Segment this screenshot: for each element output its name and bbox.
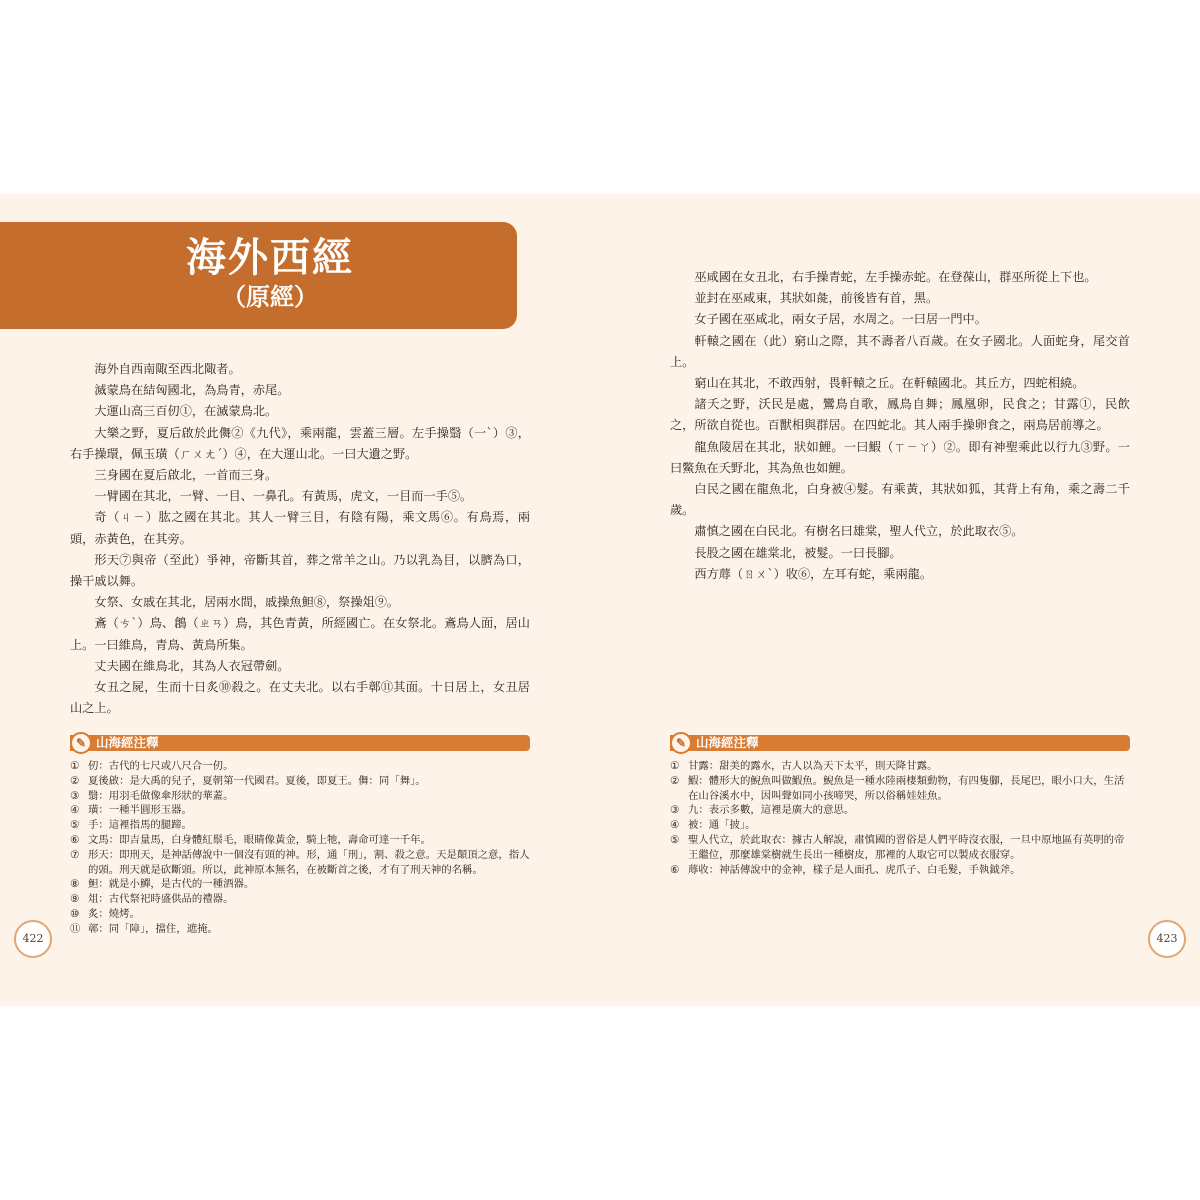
note-item <box>70 774 532 789</box>
note-number: ② <box>70 774 80 787</box>
left-page <box>0 194 600 1006</box>
note-item <box>70 789 532 804</box>
note-item <box>70 848 532 878</box>
note-item <box>70 833 532 848</box>
note-text: 夏後啟：是大禹的兒子，夏朝第一代國君。夏後，即夏王。儛：同「舞」。 <box>88 774 426 787</box>
main-text <box>70 359 530 719</box>
paragraph: 奇（ㄐㄧ）肱之國在其北。其人一臂三目，有陰有陽，乘文馬⑥。有鳥焉，兩頭，赤黃色，在其旁。 <box>70 510 530 546</box>
paragraph: 並封在巫咸東，其狀如彘，前後皆有首，黑。 <box>694 291 939 306</box>
paragraph: 丈夫國在維鳥北，其為人衣冠帶劍。 <box>94 658 290 673</box>
note-number: ⑦ <box>70 848 80 861</box>
note-text: 䱇：就是小鱓，是古代的一種酒器。 <box>88 878 255 891</box>
note-number: ③ <box>70 789 80 802</box>
note-number: ⑧ <box>70 878 80 891</box>
note-text: 文馬：即吉量馬，白身體紅鬃毛，眼睛像黃金，騎上牠，壽命可達一千年。 <box>88 833 431 846</box>
page-number: 423 <box>1148 920 1186 958</box>
notes-badge-icon: ✎ <box>70 732 92 754</box>
note-item <box>70 877 532 892</box>
note-item <box>670 803 1132 818</box>
note-text: 鄣：同「障」，擋住，遮掩。 <box>88 922 218 935</box>
note-item <box>70 922 532 937</box>
note-text: 被：通「披」。 <box>688 819 756 832</box>
paragraph: 龍魚陵居在其北，狀如鯉。一曰鰕（ㄒㄧㄚ）②。即有神聖乘此以行九③野。一曰鱉魚在夭野北，其為魚也如鯉。 <box>670 439 1130 475</box>
note-text: 手：這裡指馬的腿蹄。 <box>88 819 192 832</box>
main-text <box>670 267 1130 585</box>
notes-header <box>70 735 530 751</box>
paragraph: 巫咸國在女丑北，右手操青蛇，左手操赤蛇。在登葆山，群巫所從上下也。 <box>694 270 1097 284</box>
title-banner <box>0 222 517 329</box>
paragraph: 西方蓐（ㄖㄨˋ）收⑥，左耳有蛇，乘兩龍。 <box>694 566 933 581</box>
note-text: 九：表示多數，這裡是廣大的意思。 <box>688 804 855 817</box>
note-number: ⑥ <box>670 863 680 876</box>
paragraph: 肅慎之國在白民北。有樹名曰雄棠，聖人代立，於此取衣⑤。 <box>694 524 1024 539</box>
note-item <box>70 907 532 922</box>
chapter-subtitle: （原經） <box>222 282 318 311</box>
paragraph: 諸夭之野，沃民是處，鸞鳥自歌，鳳鳥自舞；鳳凰卵，民食之；甘露①，民飲之，所欲自從也。百獸相與群居。在四蛇北。其人兩手操卵食之，兩鳥居前導之。 <box>670 397 1130 433</box>
paragraph: 形天⑦與帝（至此）爭神，帝斷其首，葬之常羊之山。乃以乳為目，以臍為口，操干戚以舞。 <box>70 552 530 589</box>
chapter-title: 海外西經 <box>186 234 354 281</box>
note-item <box>670 833 1132 863</box>
note-item <box>670 863 1132 878</box>
paragraph: 長股之國在雄棠北，被髮。一曰長腳。 <box>694 545 902 560</box>
note-text: 形天：即刑天，是神話傳說中一個沒有頭的神。形，通「刑」，割、殺之意。天是顛頂之意，指人的頭。刑天就是砍斷頭。所以，此神原本無名，在被斷首之後，才有了刑天神的名稱。 <box>88 848 530 876</box>
paragraph: 女丑之屍，生而十日炙⑩殺之。在丈夫北。以右手鄣⑪其面。十日居上，女丑居山之上。 <box>70 680 530 716</box>
note-number: ⑥ <box>70 833 80 846</box>
note-number: ④ <box>70 804 80 817</box>
note-number: ① <box>670 760 680 772</box>
note-number: ⑤ <box>70 819 80 832</box>
notes-list <box>70 759 532 937</box>
note-item <box>670 759 1132 774</box>
notes-list <box>670 759 1132 877</box>
note-number: ⑨ <box>70 893 80 906</box>
note-item <box>70 892 532 907</box>
notes-title: 山海經注釋 <box>96 735 159 750</box>
paragraph: 大樂之野，夏后啟於此儛②《九代》，乘兩龍，雲蓋三層。左手操翳（一ˋ）③，右手操環，佩玉璜（ㄏㄨㄤˊ）④，在大運山北。一曰大遺之野。 <box>70 425 530 461</box>
note-item <box>70 803 532 818</box>
paragraph: 窮山在其北，不敢西射，畏軒轅之丘。在軒轅國北。其丘方，四蛇相繞。 <box>694 376 1085 391</box>
notes-title: 山海經注釋 <box>696 735 759 750</box>
paragraph: 一臂國在其北，一臂、一目、一鼻孔。有黃馬，虎文，一目而一手⑤。 <box>94 489 473 504</box>
notes-badge-icon: ✎ <box>670 732 692 754</box>
note-text: 鰕：體形大的鯢魚叫做鰕魚。鯢魚是一種水陸兩棲類動物，有四隻腳，長尾巴，眼小口大，生活在山谷溪水中，因叫聲如同小孩啼哭，所以俗稱娃娃魚。 <box>688 774 1125 802</box>
note-text: 甘露：甜美的露水，古人以為天下太平，則天降甘露。 <box>688 760 938 772</box>
note-number: ④ <box>670 819 680 832</box>
note-text: 仞：古代的七尺或八尺合一仞。 <box>88 760 234 772</box>
note-number: ③ <box>670 804 680 817</box>
notes-header <box>670 735 1130 751</box>
right-page <box>600 194 1200 1006</box>
note-number: ⑪ <box>70 922 81 935</box>
paragraph: 女子國在巫咸北，兩女子居，水周之。一曰居一門中。 <box>694 312 987 327</box>
note-item <box>70 759 532 774</box>
paragraph: 女祭、女戚在其北，居兩水間，戚操魚䱇⑧，祭操俎⑨。 <box>94 595 400 610</box>
paragraph: 白民之國在龍魚北，白身被④髮。有乘黃，其狀如狐，其背上有角，乘之壽二千歲。 <box>670 482 1130 518</box>
note-number: ⑤ <box>670 833 680 846</box>
note-item <box>670 774 1132 804</box>
note-text: 璜：一種半圓形玉器。 <box>88 804 192 817</box>
book-spread <box>0 194 1200 1006</box>
note-item <box>70 818 532 833</box>
note-text: 俎：古代祭祀時盛供品的禮器。 <box>88 893 234 906</box>
paragraph: 滅蒙鳥在結匈國北，為鳥青，赤尾。 <box>94 383 290 398</box>
paragraph: 海外自西南陬至西北陬者。 <box>94 362 241 376</box>
note-number: ② <box>670 774 680 787</box>
note-number: ① <box>70 760 80 772</box>
note-text: 炙：燒烤。 <box>88 907 140 920</box>
note-text: 蓐收：神話傳說中的金神，樣子是人面孔、虎爪子、白毛髮，手執鉞斧。 <box>688 863 1021 876</box>
paragraph: 三身國在夏后啟北，一首而三身。 <box>94 468 278 483</box>
paragraph: 軒轅之國在（此）窮山之際，其不壽者八百歲。在女子國北。人面蛇身，尾交首上。 <box>670 333 1130 369</box>
paragraph: 鴍（ㄘˋ）鳥、鶬（ㄓㄢ）鳥，其色青黃，所經國亡。在女祭北。鴍鳥人面，居山上。一曰維鳥，青鳥、黃鳥所集。 <box>70 616 530 652</box>
note-text: 翳：用羽毛做像傘形狀的華蓋。 <box>88 789 234 802</box>
paragraph: 大運山高三百仞①，在滅蒙鳥北。 <box>94 404 278 419</box>
page-number: 422 <box>14 920 52 958</box>
note-text: 聖人代立，於此取衣：據古人解說，肅慎國的習俗是人們平時沒衣服，一旦中原地區有英明的帝王繼位，那麼雄棠樹就生長出一種樹皮，那裡的人取它可以製成衣服穿。 <box>688 833 1125 861</box>
note-item <box>670 818 1132 833</box>
note-number: ⑩ <box>70 907 80 920</box>
